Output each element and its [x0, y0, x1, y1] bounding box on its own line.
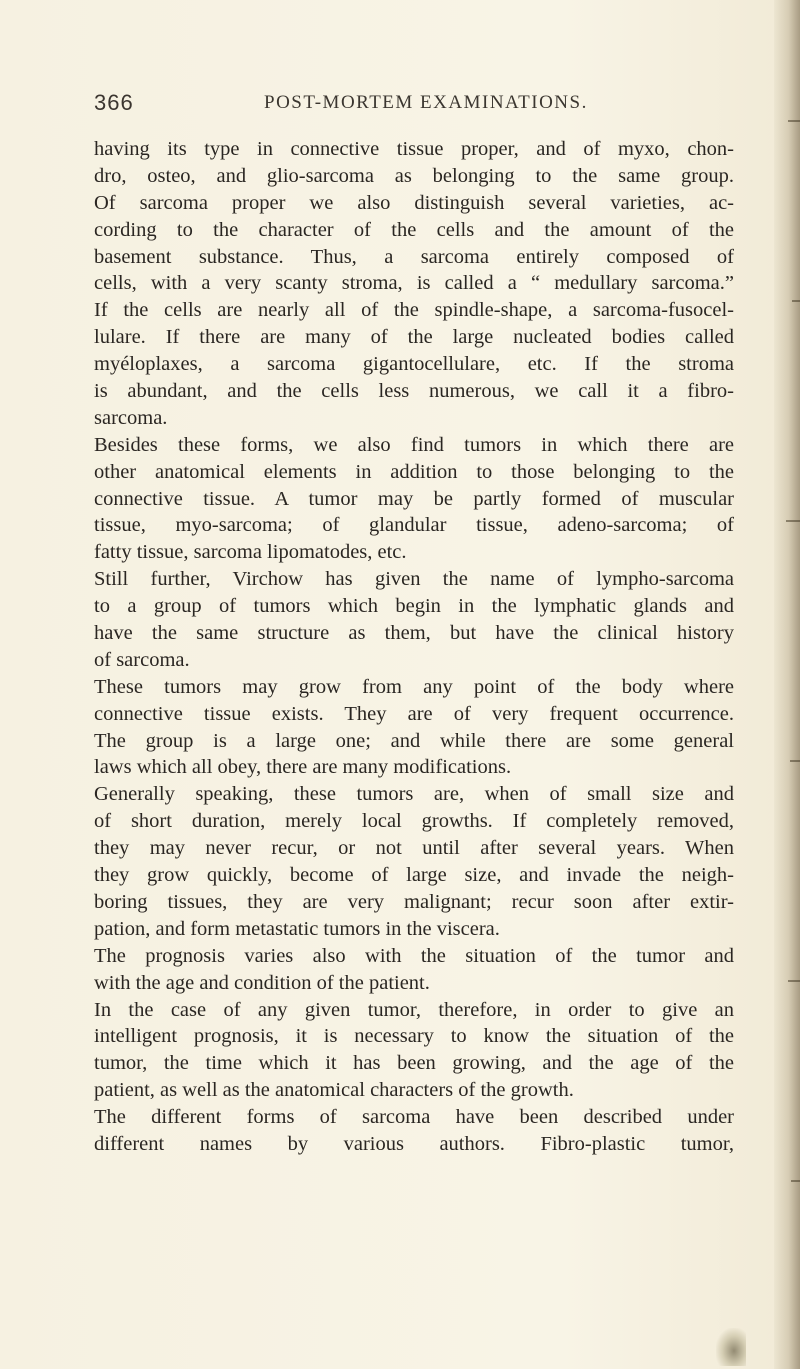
- edge-mark: [788, 980, 800, 982]
- text-line: Generally speaking, these tumors are, when of small size and: [94, 783, 734, 806]
- text-line: have the same structure as them, but have the clinical history: [94, 622, 734, 645]
- text-line: pation, and form metastatic tumors in the viscera.: [94, 917, 500, 940]
- page-edge-shadow: [774, 0, 800, 1369]
- text-line: The different forms of sarcoma have been described under: [94, 1106, 734, 1129]
- edge-mark: [792, 300, 800, 302]
- text-line: Besides these forms, we also find tumors in which there are: [94, 433, 734, 456]
- text-line: fatty tissue, sarcoma lipomatodes, etc.: [94, 541, 407, 564]
- text-line: basement substance. Thus, a sarcoma entirely composed of: [94, 245, 734, 268]
- text-line: connective tissue exists. They are of very frequent occurrence.: [94, 702, 734, 725]
- edge-mark: [788, 120, 800, 122]
- text-line: laws which all obey, there are many modifications.: [94, 756, 512, 779]
- text-line: myéloplaxes, a sarcoma gigantocellulare, etc. If the stroma: [94, 353, 734, 376]
- text-line: If the cells are nearly all of the spindle-shape, a sarcoma-fusocel-: [94, 299, 734, 322]
- edge-mark: [786, 520, 800, 522]
- text-line: sarcoma.: [94, 406, 168, 429]
- text-line: having its type in connective tissue proper, and of myxo, chon-: [94, 138, 734, 160]
- text-line: Of sarcoma proper we also distinguish several varieties, ac-: [94, 191, 734, 214]
- text-line: In the case of any given tumor, therefore, in order to give an: [94, 998, 734, 1021]
- edge-mark: [790, 760, 800, 762]
- body-text: [94, 136, 734, 1158]
- text-line: different names by various authors. Fibro-plastic tumor,: [94, 1132, 734, 1155]
- text-line: intelligent prognosis, it is necessary to know the situation of the: [94, 1025, 734, 1048]
- text-line: boring tissues, they are very malignant; recur soon after extir-: [94, 890, 734, 913]
- text-line: of sarcoma.: [94, 648, 190, 671]
- text-line: they may never recur, or not until after several years. When: [94, 837, 734, 860]
- text-line: to a group of tumors which begin in the lymphatic glands and: [94, 595, 734, 618]
- text-line: patient, as well as the anatomical characters of the growth.: [94, 1079, 574, 1102]
- page-number: 366: [94, 90, 134, 115]
- text-line: Still further, Virchow has given the name of lympho-sarcoma: [94, 568, 734, 591]
- page-header: [94, 90, 720, 120]
- text-line: with the age and condition of the patient.: [94, 971, 430, 994]
- running-head: POST-MORTEM EXAMINATIONS.: [264, 92, 588, 113]
- text-line: The prognosis varies also with the situation of the tumor and: [94, 944, 734, 967]
- text-line: is abundant, and the cells less numerous, we call it a fibro-: [94, 380, 734, 403]
- text-line: cording to the character of the cells and the amount of the: [94, 218, 734, 241]
- text-line: The group is a large one; and while there are some general: [94, 729, 734, 752]
- text-line: of short duration, merely local growths. If completely removed,: [94, 810, 734, 833]
- text-line: lulare. If there are many of the large nucleated bodies called: [94, 326, 734, 349]
- text-line: cells, with a very scanty stroma, is called a “ medullary sarcoma.”: [94, 272, 734, 295]
- text-line: tumor, the time which it has been growing, and the age of the: [94, 1052, 734, 1075]
- edge-mark: [791, 1180, 800, 1182]
- text-line: connective tissue. A tumor may be partly formed of muscular: [94, 487, 734, 510]
- text-line: they grow quickly, become of large size, and invade the neigh-: [94, 864, 734, 887]
- text-line: other anatomical elements in addition to those belonging to the: [94, 460, 734, 483]
- text-line: tissue, myo-sarcoma; of glandular tissue, adeno-sarcoma; of: [94, 514, 734, 537]
- text-line: dro, osteo, and glio-sarcoma as belonging to the same group.: [94, 164, 734, 187]
- text-line: These tumors may grow from any point of the body where: [94, 675, 734, 698]
- ink-smudge: [716, 1328, 746, 1366]
